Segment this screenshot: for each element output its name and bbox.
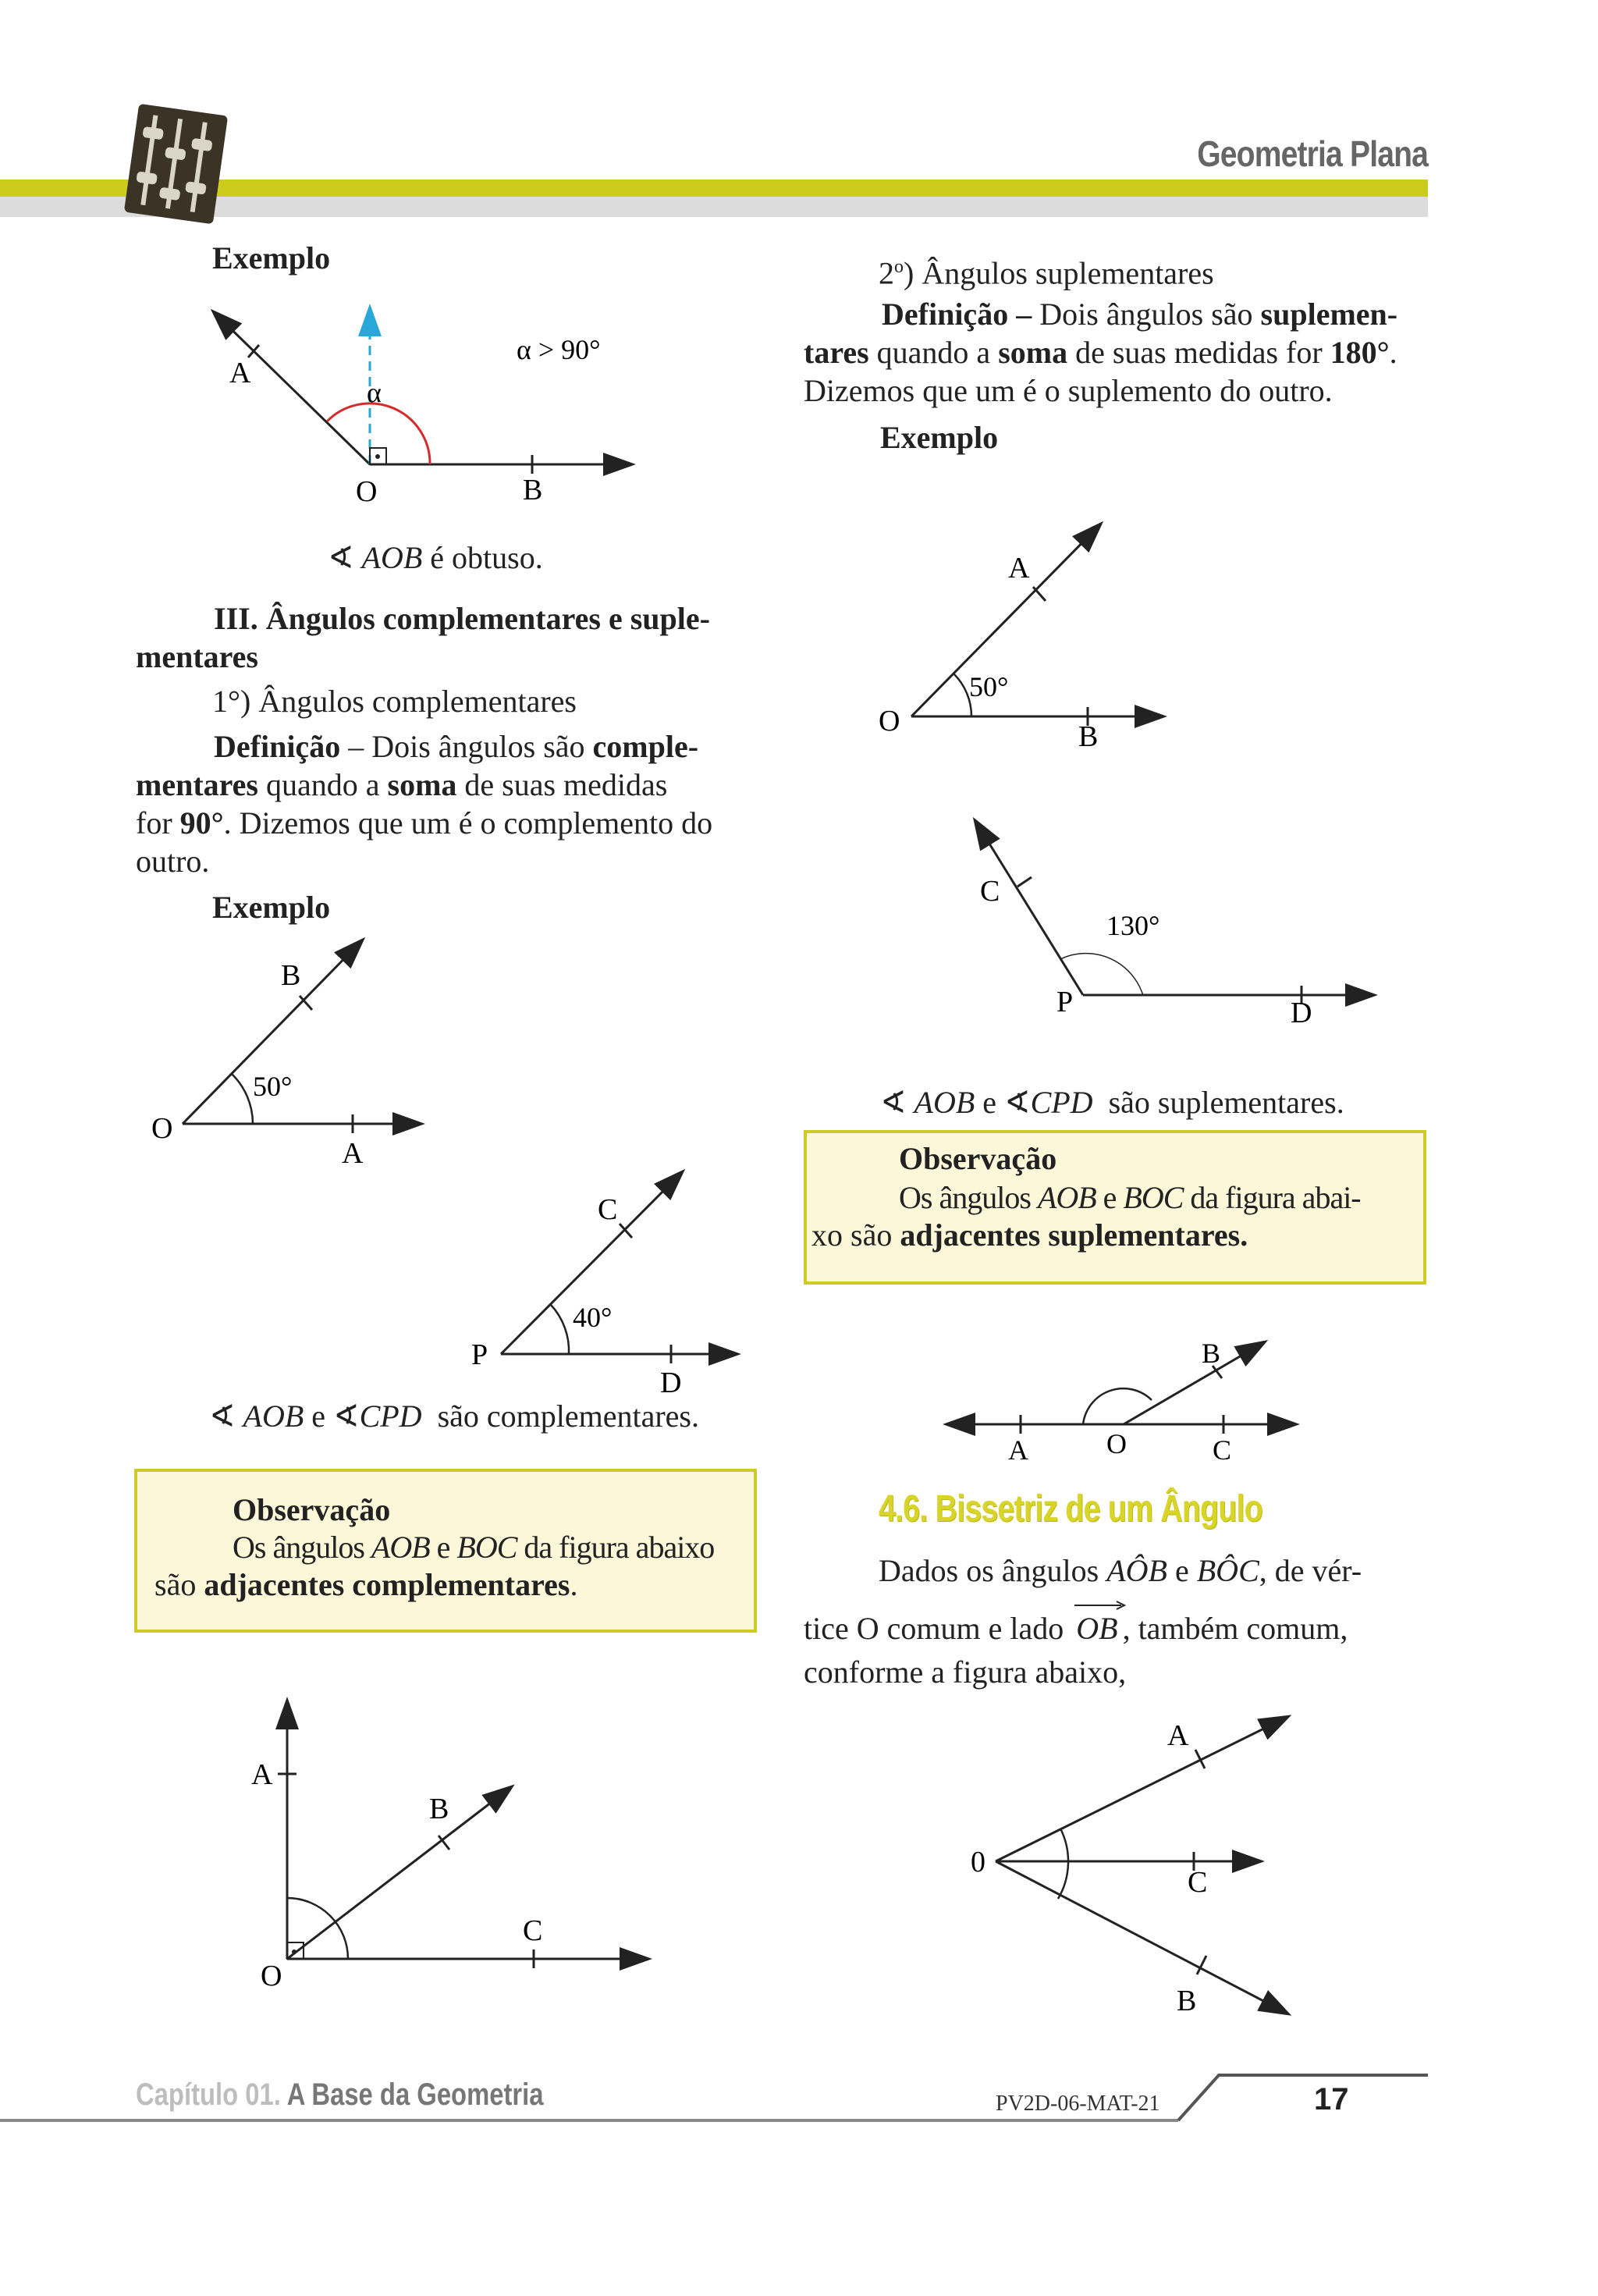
svg-text:O: O [356, 475, 378, 507]
ex2-caption: ∢ AOB e ∢CPD são complementares. [209, 1399, 699, 1434]
supplementary-fig2 [952, 804, 1389, 1038]
svg-text:B: B [1202, 1338, 1221, 1369]
svg-text:P: P [471, 1338, 488, 1371]
svg-text:C: C [1188, 1866, 1208, 1899]
vector-arrow-icon [1074, 1600, 1126, 1611]
svg-text:C: C [1213, 1434, 1232, 1466]
svg-text:B: B [1078, 720, 1099, 753]
svg-text:B: B [281, 959, 301, 992]
supplementary-caption: ∢ AOB e ∢CPD são suplementares. [880, 1085, 1344, 1120]
header-title: Geometria Plana [1197, 133, 1428, 174]
svg-text:D: D [1291, 997, 1312, 1029]
sub1-title: 1°) Ângulos complementares [212, 684, 577, 719]
section-iii-title: III. Ângulos complementares e suple- mentares [136, 601, 710, 674]
complementary-fig2 [448, 1155, 760, 1405]
svg-text:O: O [879, 705, 900, 737]
sub2-title: 2$^o$) Ângulos suplementares [879, 255, 1214, 291]
svg-text:A: A [342, 1137, 364, 1170]
abacus-logo-icon [123, 101, 229, 226]
svg-text:C: C [980, 875, 1000, 908]
example-label-3: Exemplo [880, 420, 999, 455]
svg-text:P: P [1056, 986, 1074, 1018]
svg-text:A: A [229, 357, 251, 389]
adjacent-complementary-figure [234, 1694, 671, 1990]
obtuse-angle-figure [136, 297, 643, 507]
svg-text:D: D [660, 1367, 682, 1399]
bissetriz-line2: tice O comum e lado OB , também comum, [804, 1609, 1426, 1647]
svg-text:0: 0 [971, 1846, 985, 1878]
bissetriz-line1: Dados os ângulos AÔB e BÔC, de vér- [879, 1553, 1362, 1588]
svg-text:A: A [251, 1758, 273, 1791]
svg-text:A: A [1008, 1434, 1028, 1466]
page-number: 17 [1314, 2082, 1349, 2117]
supplementary-fig1 [874, 515, 1186, 765]
footer-code: PV2D-06-MAT-21 [996, 2092, 1160, 2116]
svg-text:O: O [151, 1112, 173, 1145]
section-bissetriz-title: 4.6. Bissetriz de um Ângulo [879, 1488, 1262, 1530]
footer-line [0, 2119, 1178, 2122]
svg-text:130°: 130° [1106, 910, 1160, 941]
example-label-2: Exemplo [212, 890, 331, 925]
adjacent-supplementary-figure [936, 1327, 1311, 1467]
svg-text:B: B [429, 1793, 449, 1825]
example-label: Exemplo [212, 240, 331, 275]
svg-text:B: B [523, 474, 543, 506]
svg-text:A: A [1167, 1719, 1189, 1752]
svg-text:O: O [1106, 1428, 1127, 1459]
svg-text:C: C [523, 1914, 543, 1947]
svg-text:A: A [1008, 552, 1030, 585]
ex1-caption: ∢ AOB é obtuso. [328, 540, 543, 575]
svg-text:α: α [367, 377, 382, 408]
svg-text:50°: 50° [969, 671, 1009, 702]
bisector-figure [960, 1701, 1303, 2029]
svg-text:C: C [598, 1193, 618, 1226]
complementary-fig1 [136, 929, 448, 1178]
footer-tab-shape [1170, 2072, 1436, 2123]
svg-text:O: O [261, 1960, 282, 1990]
footer-chapter: Capítulo 01. A Base da Geometria [136, 2077, 544, 2112]
svg-text:B: B [1177, 1985, 1197, 2017]
alpha-cond-label: α > 90° [517, 334, 601, 365]
svg-text:40°: 40° [573, 1302, 613, 1333]
supplementary-definition: Definição – Dois ângulos são suplemen- tares quando a soma de suas medidas for 180°. Dizemos que um é o suplemento do outro. [804, 297, 1398, 408]
complementary-definition: Definição – Dois ângulos são comple- mentares quando a soma de suas medidas for 90°. Dizemos que um é o complemento do outro. [136, 729, 713, 879]
bissetriz-line3: conforme a figura abaixo, [804, 1654, 1127, 1690]
svg-text:50°: 50° [253, 1071, 293, 1102]
observation-box-supplementary: Observação Os ângulos AOB e BOC da figura abai- xo são adjacentes suplementares. [804, 1130, 1426, 1285]
observation-box-complementary: Observação Os ângulos AOB e BOC da figura abaixo são adjacentes complementares. [134, 1469, 757, 1633]
